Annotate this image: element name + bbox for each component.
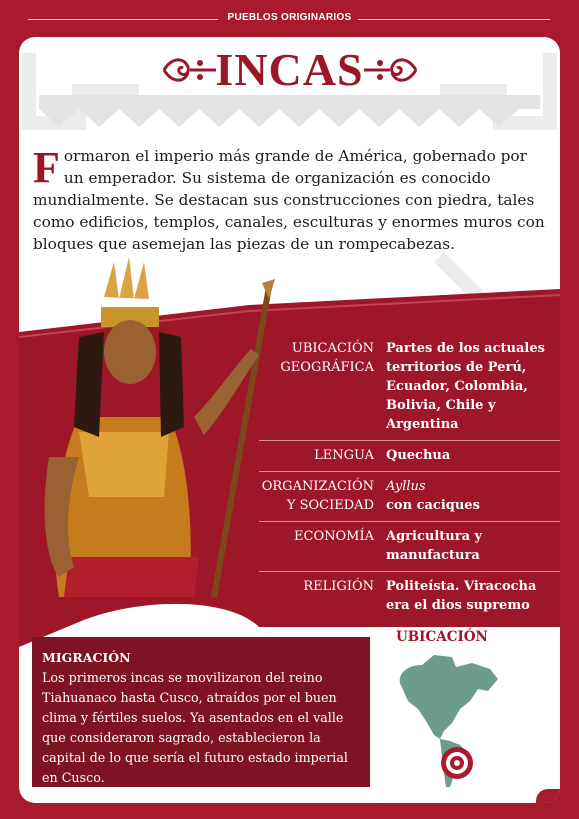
content-card xyxy=(19,37,560,803)
migration-text: Los primeros incas se movilizaron del reino Tiahuanaco hasta Cusco, atraídos por el buen clima y fértiles suelos. Ya asentados en el valle que consideraron sagrado, establecieron la capital de lo que sería el futuro estado imperial en Cusco. xyxy=(42,670,348,785)
info-value xyxy=(382,477,560,515)
info-row-economy xyxy=(259,522,560,572)
info-key: ECONOMÍA xyxy=(294,529,374,544)
info-value-italic: Ayllus xyxy=(386,479,426,494)
location-heading: UBICACIÓN xyxy=(396,629,488,645)
info-value: Politeísta. Viracocha era el dios supremo xyxy=(386,579,537,613)
info-key: ORGANIZACIÓN Y SOCIEDAD xyxy=(261,479,374,513)
title-text: INCAS xyxy=(215,44,364,95)
info-value: Partes de los actuales territorios de Perú, Ecuador, Colombia, Bolivia, Chile y Argentina xyxy=(386,341,545,432)
menu-button[interactable] xyxy=(536,789,560,803)
info-value: Quechua xyxy=(386,448,451,463)
location-target-icon xyxy=(441,747,473,779)
info-row-organization xyxy=(259,472,560,522)
info-key: RELIGIÓN xyxy=(303,579,374,594)
menu-icon xyxy=(536,789,560,803)
info-row-religion xyxy=(259,572,560,621)
drop-cap: F xyxy=(33,143,60,192)
migration-heading: MIGRACIÓN xyxy=(42,650,131,665)
header-bar xyxy=(0,10,579,28)
header-line-right xyxy=(358,19,550,20)
migration-box xyxy=(32,637,370,787)
info-row-location xyxy=(259,334,560,441)
info-value: Agricultura y manufactura xyxy=(386,529,483,563)
info-row-language xyxy=(259,441,560,472)
info-value-rest: con caciques xyxy=(386,498,480,513)
intro-text: ormaron el imperio más grande de América, gobernado por un emperador. Su sistema de organización es conocido mundialmente. Se destacan sus construcciones con piedra, tales como edificios, templos, canales, esculturas y enormes muros con bloques que asemejan las piezas de un rompecabezas. xyxy=(33,147,545,253)
info-table xyxy=(259,334,560,621)
info-key: LENGUA xyxy=(314,448,374,463)
header-label: PUEBLOS ORIGINARIOS xyxy=(227,12,352,23)
americas-map xyxy=(394,649,504,789)
info-key: UBICACIÓN GEOGRÁFICA xyxy=(280,341,374,375)
